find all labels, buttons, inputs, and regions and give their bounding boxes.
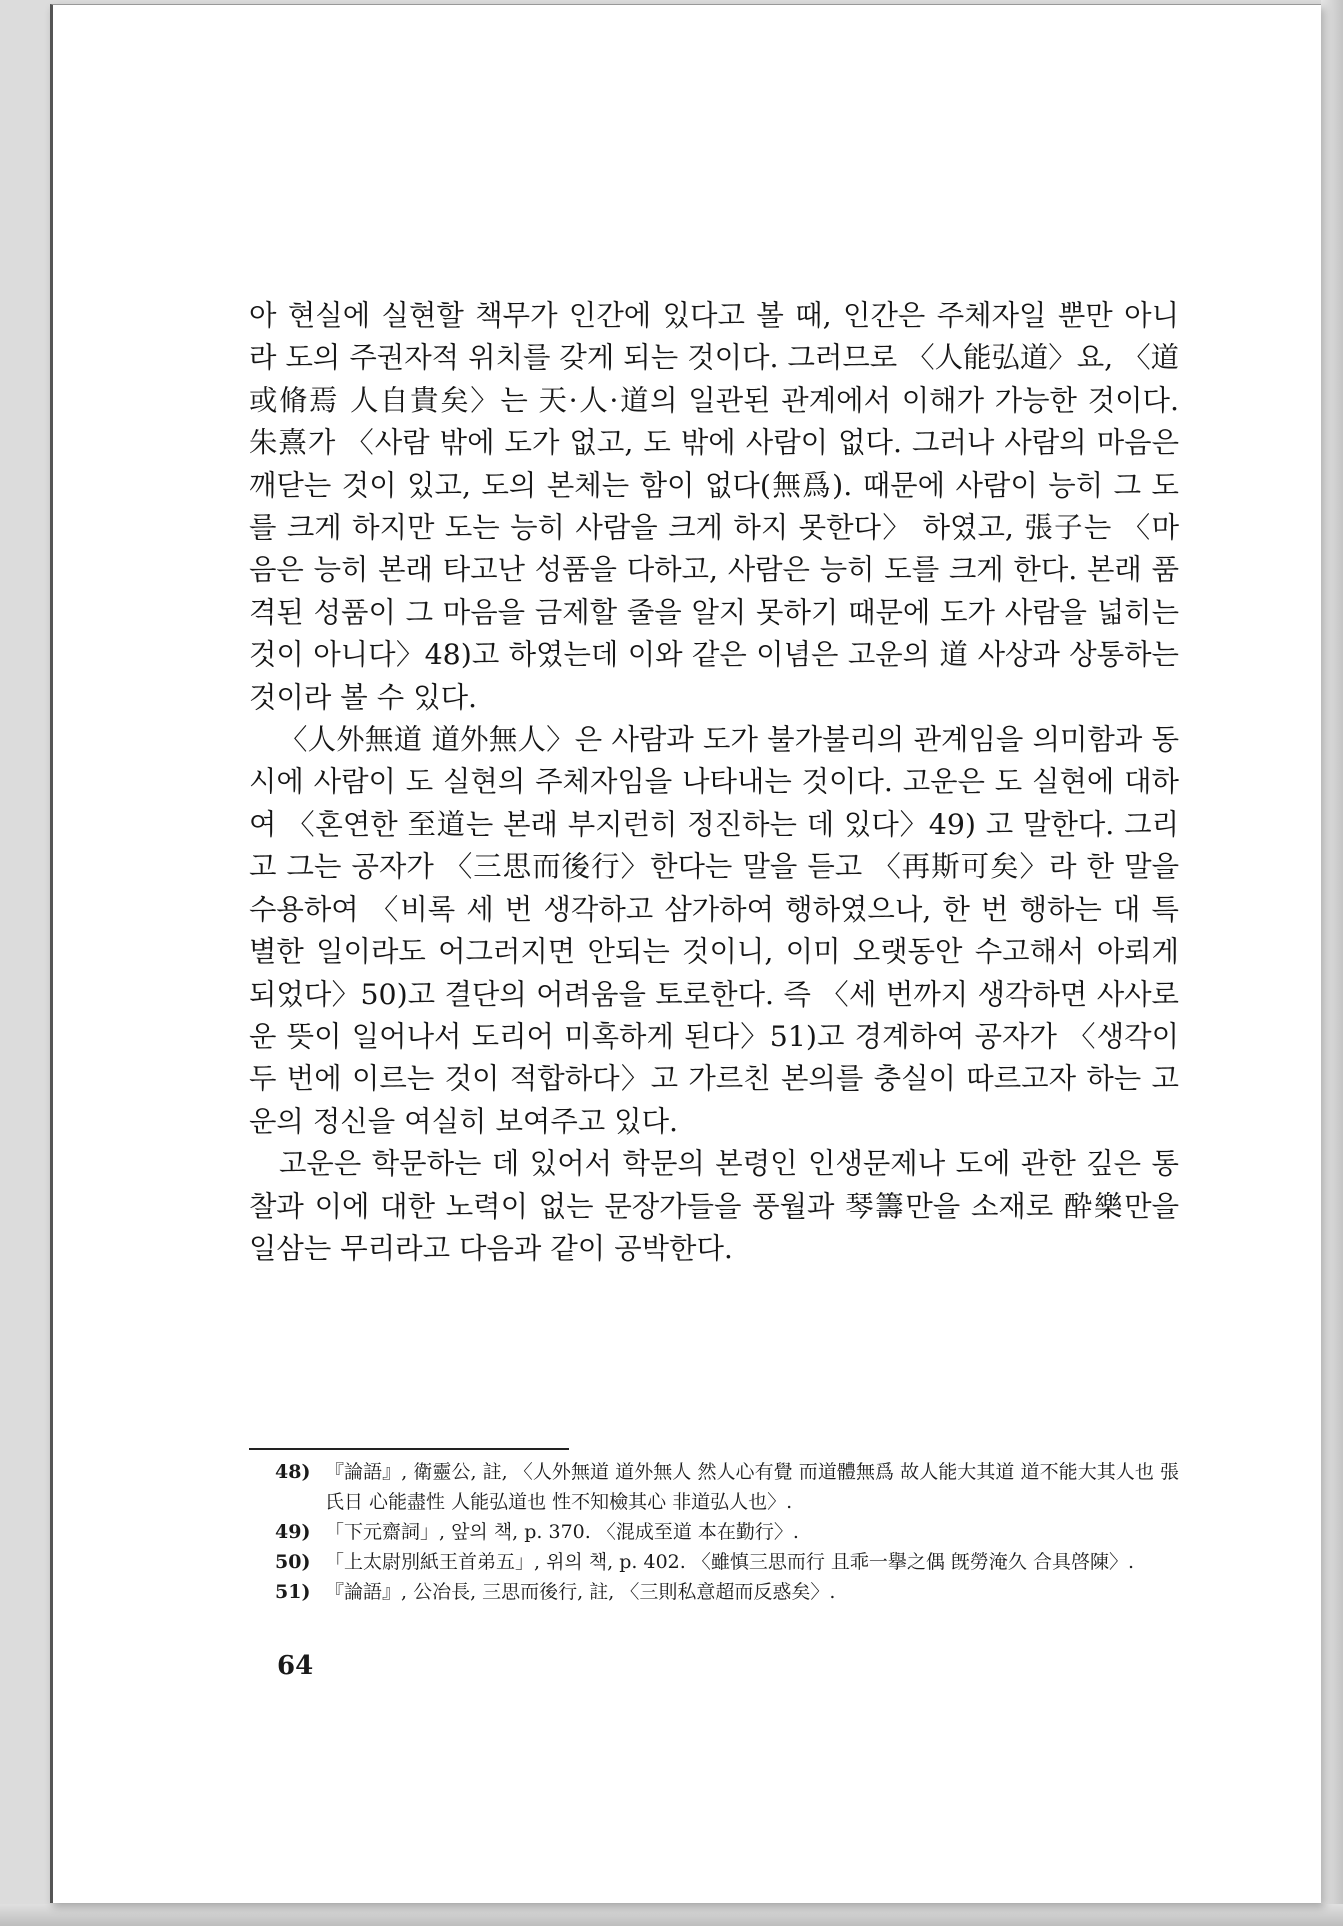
footnote-49 bbox=[275, 1517, 1179, 1547]
page-number: 64 bbox=[277, 1651, 314, 1681]
footnote-text: 『論語』, 衛靈公, 註, 〈人外無道 道外無人 然人心有覺 而道體無爲 故人能大其道 道不能大其人也 張氏日 心能盡性 人能弘道也 性不知檢其心 非道弘人也〉. bbox=[325, 1461, 1179, 1513]
footnotes bbox=[275, 1457, 1179, 1607]
paragraph-3: 고운은 학문하는 데 있어서 학문의 본령인 인생문제나 도에 관한 깊은 통찰과 이에 대한 노력이 없는 문장가들을 풍월과 琴籌만을 소재로 酔樂만을 일삼는 무리라고 다음과 같이 공박한다. bbox=[249, 1147, 1179, 1265]
footnote-number: 49) bbox=[275, 1521, 311, 1543]
footnote-number: 50) bbox=[275, 1551, 311, 1573]
footnote-50 bbox=[275, 1547, 1179, 1577]
footnote-48 bbox=[275, 1457, 1179, 1517]
paragraph-2: 〈人外無道 道外無人〉은 사람과 도가 불가불리의 관계임을 의미함과 동시에 사람이 도 실현의 주체자임을 나타내는 것이다. 고운은 도 실현에 대하여 〈혼연한 至道는 본래 부지런히 정진하는 데 있다〉49) 고 말한다. 그리고 그는 공자가 〈三思而後行〉한다는 말을 듣고 〈再斯可矣〉라 한 말을 수용하여 〈비록 세 번 생각하고 삼가하여 행하였으나, 한 번 행하는 대 특별한 일이라도 어그러지면 안되는 것이니, 이미 오랫동안 수고해서 아뢰게 되었다〉50)고 결단의 어려움을 토로한다. 즉 〈세 번까지 생각하면 사사로운 뜻이 일어나서 도리어 미혹하게 된다〉51)고 경계하여 공자가 〈생각이 두 번에 이르는 것이 적합하다〉고 가르친 본의를 충실이 따르고자 하는 고운의 정신을 여실히 보여주고 있다. bbox=[249, 723, 1179, 1138]
page-edge-shadow-right bbox=[1321, 0, 1343, 1926]
footnote-51 bbox=[275, 1577, 1179, 1607]
page-edge-shadow-bottom bbox=[0, 1904, 1343, 1926]
footnote-number: 48) bbox=[275, 1461, 311, 1483]
footnote-divider bbox=[249, 1448, 569, 1450]
footnote-text: 『論語』, 公冶長, 三思而後行, 註, 〈三則私意超而反惑矣〉. bbox=[325, 1581, 836, 1603]
footnote-text: 「下元齋詞」, 앞의 책, p. 370. 〈混成至道 本在勤行〉. bbox=[325, 1521, 799, 1543]
book-page bbox=[50, 4, 1321, 1903]
paragraph-1: 아 현실에 실현할 책무가 인간에 있다고 볼 때, 인간은 주체자일 뿐만 아니라 도의 주권자적 위치를 갖게 되는 것이다. 그러므로 〈人能弘道〉요, 〈道或脩焉 人自貴矣〉는 天·人·道의 일관된 관계에서 이해가 가능한 것이다. 朱熹가 〈사람 밖에 도가 없고, 도 밖에 사람이 없다. 그러나 사람의 마음은 깨닫는 것이 있고, 도의 본체는 함이 없다(無爲). 때문에 사람이 능히 그 도를 크게 하지만 도는 능히 사람을 크게 하지 못한다〉 하였고, 張子는 〈마음은 능히 본래 타고난 성품을 다하고, 사람은 능히 도를 크게 한다. 본래 품격된 성품이 그 마음을 금제할 줄을 알지 못하기 때문에 도가 사람을 넓히는 것이 아니다〉48)고 하였는데 이와 같은 이념은 고운의 道 사상과 상통하는 것이라 볼 수 있다. bbox=[249, 299, 1180, 714]
body-text bbox=[249, 295, 1179, 1270]
footnote-text: 「上太尉別紙王首弟五」, 위의 책, p. 402. 〈雖慎三思而行 且乖一擧之偶 旣勞淹久 合具啓陳〉. bbox=[325, 1551, 1135, 1573]
footnote-number: 51) bbox=[275, 1581, 311, 1603]
